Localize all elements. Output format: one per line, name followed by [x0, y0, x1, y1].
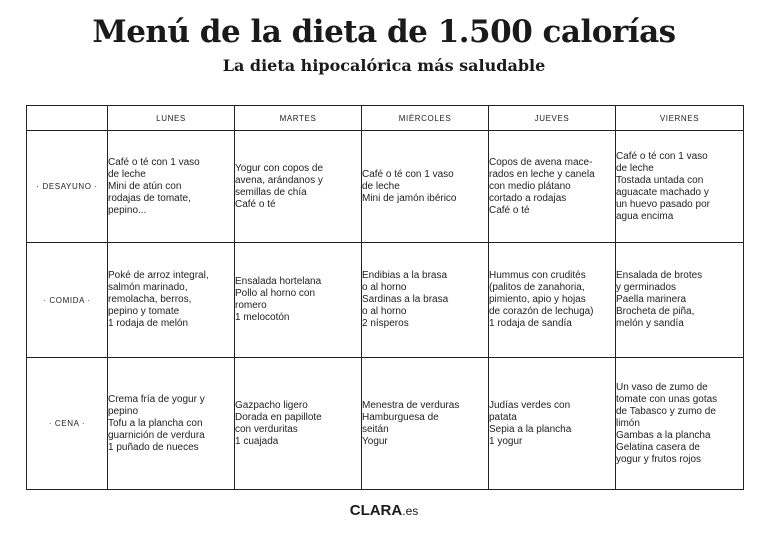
- meal-line: Endibias a la brasa: [362, 270, 448, 281]
- meal-cell: [362, 131, 489, 243]
- meal-line: Tostada untada con: [616, 174, 704, 186]
- meal-cell: [362, 358, 489, 490]
- meal-line: pimiento, apio y hojas: [489, 294, 586, 305]
- meal-line: rodajas de tomate,: [108, 192, 191, 204]
- meal-line: Hamburguesa de: [362, 411, 439, 423]
- column-header-monday: LUNES: [108, 106, 235, 131]
- meal-line: Hummus con crudités: [489, 270, 586, 281]
- meal-line: Gambas a la plancha: [616, 429, 711, 441]
- meal-line: pepino y tomate: [108, 306, 180, 317]
- meal-line: Ensalada hortelana: [235, 276, 322, 287]
- meal-line: salmón marinado,: [108, 282, 188, 293]
- meal-line: Café o té: [235, 198, 276, 210]
- table-row-dinner: [27, 358, 744, 490]
- meal-line: seitán: [362, 423, 389, 435]
- logo-suffix: .es: [402, 504, 419, 518]
- meal-line: Crema fría de yogur y: [108, 393, 205, 405]
- meal-cell: [362, 243, 489, 358]
- meal-cell: [235, 243, 362, 358]
- meal-line: Mini de atún con: [108, 180, 182, 192]
- meal-line: Gazpacho ligero: [235, 399, 308, 411]
- meal-line: Poké de arroz integral,: [108, 270, 209, 281]
- meal-cell: [616, 243, 744, 358]
- meal-line: Judías verdes con: [489, 399, 571, 411]
- meal-cell: [616, 131, 744, 243]
- meal-cell: [108, 243, 235, 358]
- column-header-wednesday: MIÉRCOLES: [362, 106, 489, 131]
- meal-cell: [235, 358, 362, 490]
- meal-line: 2 nísperos: [362, 318, 409, 329]
- meal-line: pepino: [108, 405, 139, 417]
- row-header-lunch: · COMIDA ·: [27, 243, 108, 358]
- corner-cell: [27, 106, 108, 131]
- meal-line: 1 rodaja de melón: [108, 318, 189, 329]
- meal-line: 1 yogur: [489, 435, 523, 447]
- meal-line: tomate con unas gotas: [616, 393, 718, 405]
- meal-line: con verduritas: [235, 423, 298, 435]
- meal-line: Ensalada de brotes: [616, 270, 703, 281]
- meal-cell: [616, 358, 744, 490]
- meal-line: de leche: [616, 162, 654, 174]
- table-row-lunch: [27, 243, 744, 358]
- meal-line: Brocheta de piña,: [616, 306, 695, 317]
- page-subtitle: La dieta hipocalórica más saludable: [222, 56, 546, 75]
- meal-line: pepino...: [108, 204, 147, 216]
- meal-cell: [235, 131, 362, 243]
- meal-line: avena, arándanos y: [235, 174, 323, 186]
- row-header-breakfast: · DESAYUNO ·: [27, 131, 108, 243]
- meal-line: 1 melocotón: [235, 312, 290, 323]
- meal-line: Copos de avena mace-: [489, 156, 593, 168]
- brand-logo[interactable]: [0, 502, 768, 519]
- meal-line: Paella marinera: [616, 294, 687, 305]
- meal-line: 1 puñado de nueces: [108, 441, 199, 453]
- diet-menu-table: [26, 105, 744, 490]
- meal-line: Yogur con copos de: [235, 162, 324, 174]
- table-row-breakfast: [27, 131, 744, 243]
- meal-cell: [489, 358, 616, 490]
- meal-line: o al horno: [362, 306, 407, 317]
- meal-line: Dorada en papillote: [235, 411, 322, 423]
- meal-line: un huevo pasado por: [616, 198, 710, 210]
- meal-line: con medio plátano: [489, 180, 571, 192]
- meal-cell: [108, 131, 235, 243]
- meal-line: o al horno: [362, 282, 407, 293]
- meal-cell: [108, 358, 235, 490]
- meal-line: de leche: [108, 168, 146, 180]
- meal-line: Café o té con 1 vaso: [362, 168, 454, 180]
- meal-line: aguacate machado y: [616, 186, 709, 198]
- meal-line: 1 rodaja de sandía: [489, 318, 572, 329]
- meal-line: Café o té con 1 vaso: [108, 156, 200, 168]
- meal-line: romero: [235, 300, 267, 311]
- meal-line: melón y sandía: [616, 318, 684, 329]
- page-title: Menú de la dieta de 1.500 calorías: [92, 14, 676, 50]
- column-header-tuesday: MARTES: [235, 106, 362, 131]
- meal-cell: [489, 131, 616, 243]
- meal-line: patata: [489, 411, 517, 423]
- meal-line: Café o té con 1 vaso: [616, 150, 708, 162]
- meal-line: de leche: [362, 180, 400, 192]
- meal-line: y germinados: [616, 282, 677, 293]
- meal-line: agua encima: [616, 210, 674, 222]
- meal-line: Un vaso de zumo de: [616, 381, 708, 393]
- row-header-dinner: · CENA ·: [27, 358, 108, 490]
- meal-line: limón: [616, 417, 640, 429]
- meal-line: cortado a rodajas: [489, 192, 567, 204]
- meal-line: Sepia a la plancha: [489, 423, 572, 435]
- meal-line: Sardinas a la brasa: [362, 294, 449, 305]
- meal-line: de corazón de lechuga): [489, 306, 594, 317]
- meal-line: rados en leche y canela: [489, 168, 595, 180]
- column-header-thursday: JUEVES: [489, 106, 616, 131]
- meal-line: Menestra de verduras: [362, 399, 460, 411]
- meal-line: Yogur: [362, 435, 388, 447]
- meal-line: guarnición de verdura: [108, 429, 205, 441]
- table-header-row: [27, 106, 744, 131]
- meal-line: (palitos de zanahoria,: [489, 282, 585, 293]
- meal-line: Tofu a la plancha con: [108, 417, 203, 429]
- meal-line: 1 cuajada: [235, 435, 279, 447]
- meal-line: remolacha, berros,: [108, 294, 192, 305]
- meal-line: de Tabasco y zumo de: [616, 405, 716, 417]
- meal-line: semillas de chía: [235, 186, 307, 198]
- meal-line: Café o té: [489, 204, 530, 216]
- column-header-friday: VIERNES: [616, 106, 744, 131]
- logo-brand: CLARA: [349, 502, 403, 519]
- meal-line: yogur y frutos rojos: [616, 453, 702, 465]
- meal-line: Mini de jamón ibérico: [362, 192, 457, 204]
- meal-cell: [489, 243, 616, 358]
- meal-line: Gelatina casera de: [616, 441, 700, 453]
- meal-line: Pollo al horno con: [235, 288, 316, 299]
